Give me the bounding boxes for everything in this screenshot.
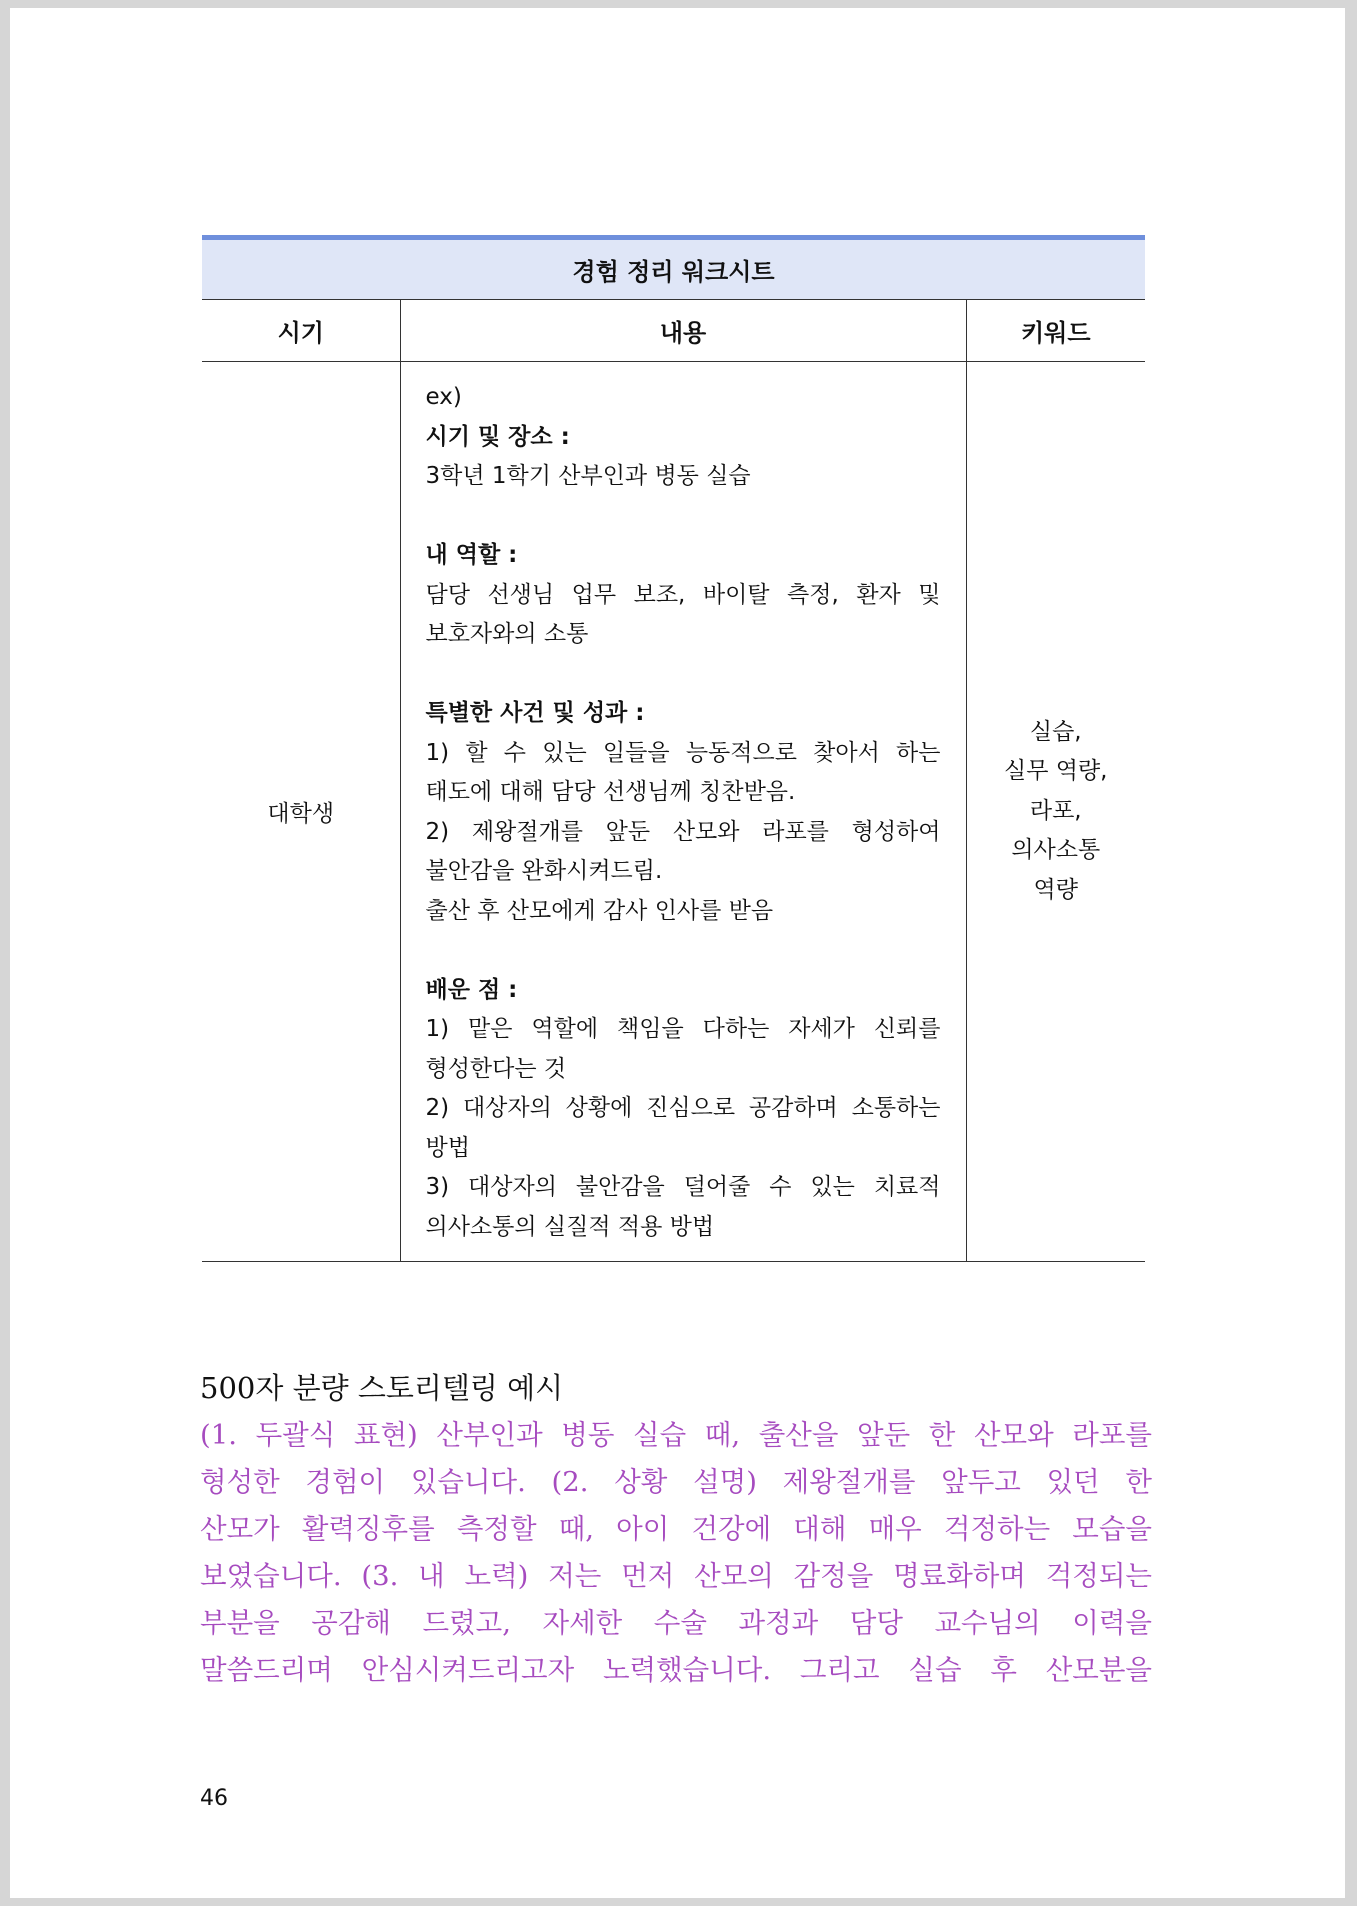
story-line: 부분을 공감해 드렸고, 자세한 수술 과정과 담당 교수님의 이력을 <box>200 1607 1152 1639</box>
story-title: 500자 분량 스토리텔링 예시 <box>200 1371 564 1405</box>
learned-label: 배운 점 : <box>425 976 518 1003</box>
story-line: 말씀드리며 안심시켜드리고자 노력했습니다. 그리고 실습 후 산모분을 <box>200 1654 1152 1686</box>
learned-line: 3) 대상자의 불안감을 덜어줄 수 있는 치료적 <box>425 1174 941 1200</box>
example-marker: ex) <box>425 384 462 410</box>
learned-line: 방법 <box>425 1134 470 1161</box>
keyword: 라포, <box>1029 797 1082 824</box>
role-line: 보호자와의 소통 <box>425 621 589 647</box>
period-label: 시기 및 장소 : <box>425 423 570 450</box>
learned-line: 2) 대상자의 상황에 진심으로 공감하며 소통하는 <box>425 1095 941 1121</box>
learned-line: 1) 맡은 역할에 책임을 다하는 자세가 신뢰를 <box>425 1016 941 1042</box>
event-line: 출산 후 산모에게 감사 인사를 받음 <box>425 897 774 924</box>
story-body <box>200 1412 1152 1694</box>
header-content: 내용 <box>400 300 966 362</box>
event-line: 1) 할 수 있는 일들을 능동적으로 찾아서 하는 <box>425 739 941 766</box>
keyword: 실무 역량, <box>1004 758 1108 785</box>
learned-line: 형성한다는 것 <box>425 1055 567 1082</box>
story-line: (1. 두괄식 표현) 산부인과 병동 실습 때, 출산을 앞둔 한 산모와 라포를 <box>200 1419 1152 1451</box>
experience-worksheet-table <box>202 235 1145 1262</box>
event-line: 2) 제왕절개를 앞둔 산모와 라포를 형성하여 <box>425 818 941 845</box>
keyword: 의사소통 <box>1011 837 1101 864</box>
era-cell: 대학생 <box>202 362 400 1262</box>
story-line: 산모가 활력징후를 측정할 때, 아이 건강에 대해 매우 걱정하는 모습을 <box>200 1513 1152 1545</box>
table-row <box>202 362 1145 1262</box>
learned-line: 의사소통의 실질적 적용 방법 <box>425 1213 715 1240</box>
story-line: 형성한 경험이 있습니다. (2. 상황 설명) 제왕절개를 앞두고 있던 한 <box>200 1466 1152 1498</box>
content-cell <box>400 362 966 1262</box>
document-page <box>10 8 1345 1898</box>
header-period: 시기 <box>202 300 400 362</box>
period-text: 3학년 1학기 산부인과 병동 실습 <box>425 463 751 489</box>
event-line: 불안감을 완화시켜드림. <box>425 858 663 884</box>
event-label: 특별한 사건 및 성과 : <box>425 700 645 726</box>
header-keywords: 키워드 <box>966 300 1145 362</box>
role-line: 담당 선생님 업무 보조, 바이탈 측정, 환자 및 <box>425 581 941 608</box>
page-number: 46 <box>200 1786 228 1811</box>
story-line: 보였습니다. (3. 내 노력) 저는 먼저 산모의 감정을 명료화하며 걱정되는 <box>200 1560 1152 1592</box>
keyword: 실습, <box>1029 718 1082 745</box>
worksheet-title: 경험 정리 워크시트 <box>202 238 1145 300</box>
keyword: 역량 <box>1033 876 1078 903</box>
event-line: 태도에 대해 담당 선생님께 칭찬받음. <box>425 779 796 805</box>
keywords-cell <box>966 362 1145 1262</box>
role-label: 내 역할 : <box>425 542 518 568</box>
